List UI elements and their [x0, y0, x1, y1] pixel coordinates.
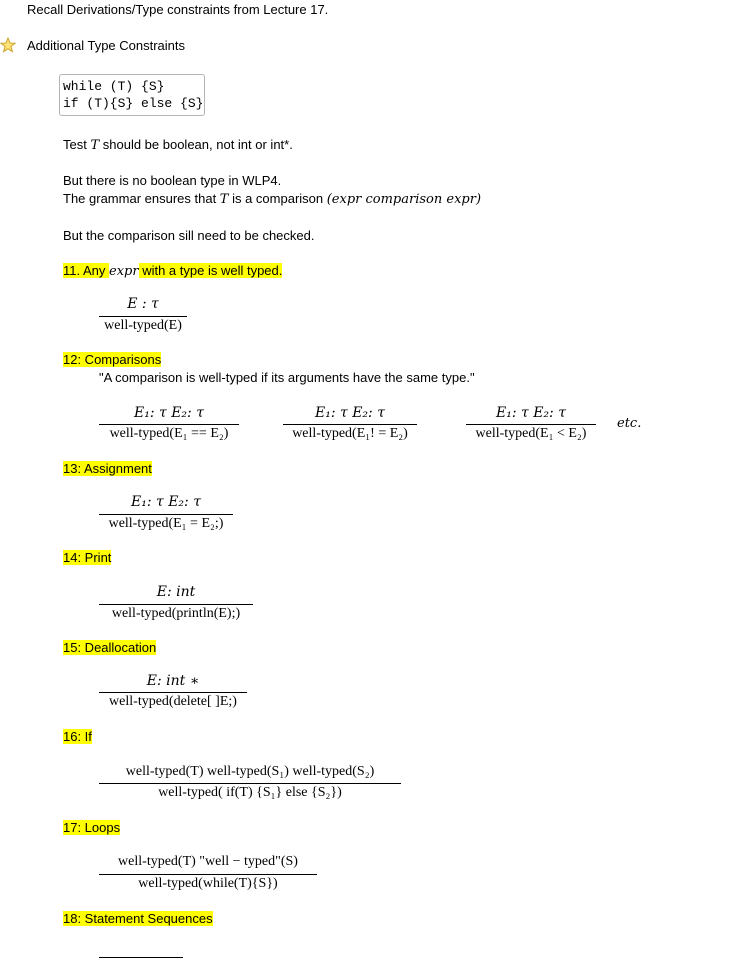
- rule-12-eq-premise: E₁: τ E₂: τ: [134, 405, 204, 421]
- rule-16-premise: well-typed(T) well-typed(S₁) well-typed(S₂): [125, 764, 375, 779]
- rule-17-line: [99, 874, 317, 875]
- rule-12-ne-premise: E₁: τ E₂: τ: [315, 405, 385, 421]
- rule-17-conclusion: well-typed(while(T){S}): [138, 876, 278, 891]
- star-icon[interactable]: [0, 37, 16, 53]
- rule-15-premise: E: int ∗: [146, 673, 200, 689]
- rule-13-conclusion: well-typed(E₁ = E₂;): [108, 516, 224, 531]
- rule-17-heading: 17: Loops: [63, 820, 121, 835]
- rule-13-line: [99, 514, 233, 515]
- rule-16-heading: 16: If: [63, 729, 92, 744]
- rule-12-lt-line: [466, 424, 596, 425]
- rule-12-quote: "A comparison is well-typed if its arguments have the same type.": [99, 370, 475, 385]
- rule-12-lt-conclusion: well-typed(E₁ < E₂): [475, 426, 587, 441]
- code-line-while: while (T) {S}: [63, 79, 165, 94]
- rule-11-line: [99, 316, 187, 317]
- rule-14-heading: 14: Print: [63, 550, 112, 565]
- rule-14-line: [99, 604, 253, 605]
- rule-16-conclusion: well-typed( if(T) {S₁} else {S₂}): [158, 785, 342, 800]
- section-title: Additional Type Constraints: [27, 38, 186, 53]
- rule-13-premise: E₁: τ E₂: τ: [131, 494, 201, 510]
- rule-14-premise: E: int: [156, 584, 196, 600]
- rule-12-ne-line: [283, 424, 417, 425]
- rule-12-lt-premise: E₁: τ E₂: τ: [496, 405, 566, 421]
- no-boolean-note: But there is no boolean type in WLP4.: [63, 173, 282, 188]
- rule-17-premise: well-typed(T) "well − typed"(S): [118, 854, 298, 869]
- rule-12-ne-conclusion: well-typed(E₁! = E₂): [292, 426, 408, 441]
- rule-12-eq-line: [99, 424, 239, 425]
- recall-line: Recall Derivations/Type constraints from Lecture 17.: [27, 2, 329, 17]
- rule-16-line: [99, 783, 401, 784]
- still-checked-note: But the comparison sill need to be checked.: [63, 228, 315, 243]
- rule-13-heading: 13: Assignment: [63, 461, 152, 476]
- rule-18-line: [99, 957, 183, 958]
- rule-11-premise: E : τ: [127, 296, 159, 312]
- rule-18-heading: 18: Statement Sequences: [63, 911, 213, 926]
- rule-15-heading: 15: Deallocation: [63, 640, 157, 655]
- grammar-note: The grammar ensures that T is a comparison (expr comparison expr): [63, 191, 482, 207]
- code-box: [59, 74, 205, 116]
- rule-15-conclusion: well-typed(delete[ ]E;): [109, 694, 237, 709]
- rule-12-eq-conclusion: well-typed(E₁ == E₂): [109, 426, 229, 441]
- rule-12-heading: 12: Comparisons: [63, 352, 162, 367]
- rule-15-line: [99, 692, 247, 693]
- rule-12-etc: etc.: [617, 416, 642, 431]
- rule-11-heading: 11. Any expr with a type is well typed.: [63, 263, 283, 279]
- code-line-if: if (T){S} else {S}: [63, 96, 204, 111]
- test-note: Test T should be boolean, not int or int*.: [63, 137, 293, 153]
- rule-14-conclusion: well-typed(println(E);): [111, 606, 241, 621]
- rule-11-conclusion: well-typed(E): [104, 318, 182, 333]
